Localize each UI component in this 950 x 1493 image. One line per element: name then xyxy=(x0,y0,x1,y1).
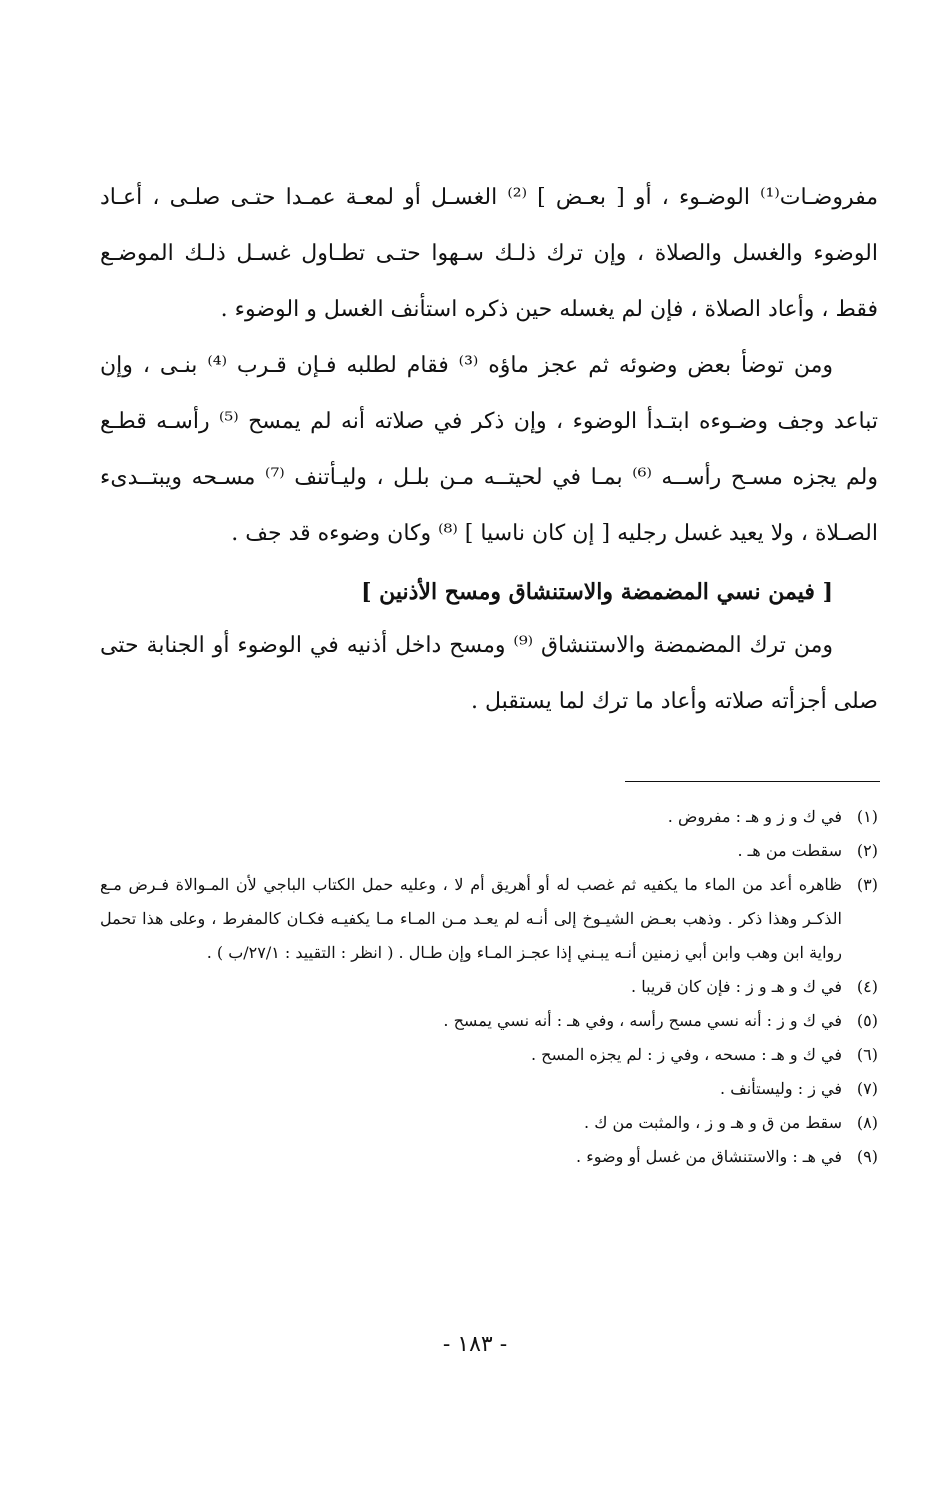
footnote-item xyxy=(100,868,878,970)
section-paragraph: ومن ترك المضمضة والاستنشاق ⁽⁹⁾ ومسح داخل أذنيه في الوضوء أو الجنابة حتى صلى أجزأته صلاته وأعاد ما ترك لما يستقبل . xyxy=(100,633,878,714)
footnote-number: (٩) xyxy=(856,1147,878,1166)
footnote-item xyxy=(100,1072,878,1106)
footnote-text: في ز : وليستأنف . xyxy=(720,1079,842,1098)
footnote-text: في هـ : والاستنشاق من غسل أو وضوء . xyxy=(576,1147,842,1166)
section-heading: [ فيمن نسي المضمضة والاستنشاق ومسح الأذنين ] xyxy=(361,579,833,605)
footnote-text: في ك و ز : أنه نسي مسح رأسه ، وفي هـ : أنه نسي يمسح . xyxy=(443,1011,842,1030)
footnote-number: (٣) xyxy=(856,875,878,894)
footnote-text: في ك و هـ : مسحه ، وفي ز : لم يجزه المسح . xyxy=(530,1045,842,1064)
footnote-number: (٨) xyxy=(856,1113,878,1132)
page-number: - ١٨٣ - xyxy=(442,1332,508,1357)
footnote-number: (٧) xyxy=(856,1079,878,1098)
footnote-number: (٤) xyxy=(856,977,878,996)
footnote-number: (١) xyxy=(856,807,878,826)
main-text xyxy=(100,170,878,730)
footnote-item xyxy=(100,1004,878,1038)
footnote-number: (٥) xyxy=(856,1011,878,1030)
footnotes-list xyxy=(100,800,878,1174)
footnote-number: (٦) xyxy=(856,1045,878,1064)
footnote-item xyxy=(100,970,878,1004)
paragraph-2: ومن توضأ بعض وضوئه ثم عجز ماؤه ⁽³⁾ فقام لطلبه فـإن قـرب ⁽⁴⁾ بنـى ، وإن تباعد وجف وضـوءه ابتـدأ الوضوء ، وإن ذكر في صلاته أنه لم يمسح ⁽⁵⁾ رأسـه قطـع ولم يجزه مسـح رأســه ⁽⁶⁾ بمـا في لحيتــه مـن بلـل ، وليـأتنف ⁽⁷⁾ مسـحه ويبتــدىء الصـلاة ، ولا يعيد غسل رجليه [ إن كان ناسيا ] ⁽⁸⁾ وكان وضوءه قد جف . xyxy=(100,353,879,546)
footnote-text: سقطت من هـ . xyxy=(737,841,842,860)
paragraph-1: مفروضـات⁽¹⁾ الوضـوء ، أو [ بعـض ] ⁽²⁾ الغسـل أو لمعـة عمـدا حتـى صلـى ، أعـاد الوضوء والغسل والصلاة ، وإن ترك ذلـك سـهوا حتـى تطـاول غسـل ذلـك الموضـع فقط ، وأعاد الصلاة ، فإن لم يغسله حين ذكره استأنف الغسل و الوضوء . xyxy=(100,185,878,322)
footnote-text: في ك و ز و هـ : مفروض . xyxy=(667,807,842,826)
footnote-divider xyxy=(625,781,880,782)
footnote-text: سقط من ق و هـ و ز ، والمثبت من ك . xyxy=(584,1113,842,1132)
footnote-item xyxy=(100,1038,878,1072)
footnote-item xyxy=(100,1140,878,1174)
footnote-text: في ك و هـ و ز : فإن كان قريبا . xyxy=(631,977,842,996)
footnote-number: (٢) xyxy=(856,841,878,860)
footnote-item xyxy=(100,800,878,834)
footnote-item xyxy=(100,1106,878,1140)
footnote-item xyxy=(100,834,878,868)
footnote-text: ظاهره أعد من الماء ما يكفيه ثم غصب له أو أهريق أم لا ، وعليه حمل الكتاب الباجي لأن المـوالاة فـرض مـع الذكـر وهذا ذكر . وذهب بعـض الشيـوخ إلى أنـه لم يعـد مـن المـاء مـا يكفيـه فكـان كالمفرط ، وعلى هذا تحمل رواية ابن وهب وابن أبي زمنين أنـه يبـني إذا عجـز المـاء وإن طـال . ( انظر : التقييد : ٢٧/١/ب ) . xyxy=(100,875,842,962)
